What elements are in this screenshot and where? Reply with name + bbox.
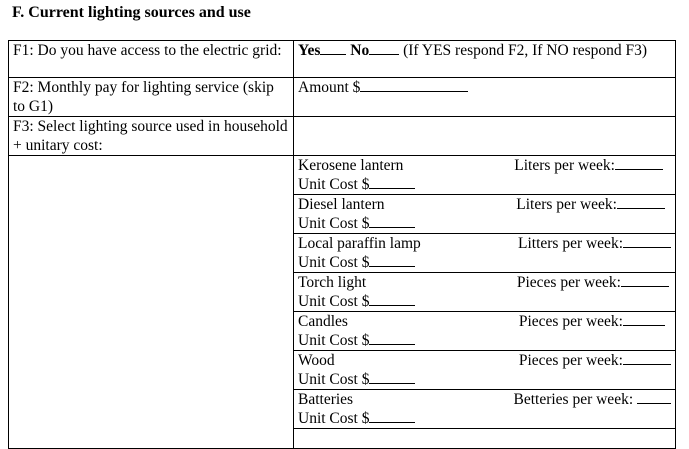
source-measure: Pieces per week: (518, 352, 623, 369)
measure-blank[interactable] (623, 234, 671, 248)
measure-blank[interactable] (637, 390, 671, 404)
source-option[interactable] (294, 273, 676, 312)
source-option[interactable] (294, 312, 676, 351)
source-name: Local paraffin lamp (298, 235, 421, 252)
f3-question: F3: Select lighting source used in household + unitary cost: (9, 117, 294, 156)
amount-label: Amount $ (298, 79, 361, 96)
source-option[interactable] (294, 234, 676, 273)
source-option[interactable] (294, 156, 676, 195)
f2-question: F2: Monthly pay for lighting service (skip to G1) (9, 78, 294, 117)
measure-blank[interactable] (623, 351, 671, 365)
source-measure: Pieces per week: (518, 313, 623, 330)
source-measure: Pieces per week: (516, 274, 621, 291)
no-option[interactable]: No (350, 42, 370, 59)
amount-blank[interactable] (360, 78, 468, 92)
no-blank[interactable] (369, 41, 399, 55)
source-option[interactable] (294, 351, 676, 390)
source-name: Wood (298, 352, 335, 369)
section-title: F. Current lighting sources and use (12, 4, 251, 21)
unit-cost-blank[interactable] (369, 292, 415, 306)
row-f1 (9, 41, 676, 78)
source-measure: Betteries per week: (513, 391, 637, 408)
unit-cost-label: Unit Cost $ (298, 371, 370, 388)
f1-question: F1: Do you have access to the electric grid: (9, 41, 294, 78)
source-measure: Liters per week: (516, 196, 617, 213)
unit-cost-blank[interactable] (369, 214, 415, 228)
measure-blank[interactable] (621, 273, 669, 287)
unit-cost-blank[interactable] (369, 175, 415, 189)
next-source-option[interactable] (294, 429, 676, 449)
f2-answer (294, 78, 676, 117)
row-source-0 (9, 156, 676, 195)
yes-option[interactable]: Yes (298, 42, 321, 59)
unit-cost-label: Unit Cost $ (298, 293, 370, 310)
f1-answer (294, 41, 676, 78)
unit-cost-label: Unit Cost $ (298, 332, 370, 349)
measure-blank[interactable] (623, 312, 665, 326)
source-option[interactable] (294, 390, 676, 429)
source-option[interactable] (294, 195, 676, 234)
unit-cost-blank[interactable] (369, 409, 415, 423)
unit-cost-blank[interactable] (369, 331, 415, 345)
questionnaire-table (8, 40, 676, 449)
measure-blank[interactable] (615, 156, 663, 170)
unit-cost-label: Unit Cost $ (298, 410, 370, 427)
f3-left-empty (9, 156, 294, 449)
row-f2 (9, 78, 676, 117)
source-name: Batteries (298, 391, 354, 408)
unit-cost-label: Unit Cost $ (298, 254, 370, 271)
f1-instruction: (If YES respond F2, If NO respond F3) (403, 42, 648, 59)
source-measure: Liters per week: (514, 157, 615, 174)
source-name: Diesel lantern (298, 196, 385, 213)
source-name: Torch light (298, 274, 367, 291)
unit-cost-label: Unit Cost $ (298, 215, 370, 232)
source-measure: Litters per week: (517, 235, 623, 252)
unit-cost-label: Unit Cost $ (298, 176, 370, 193)
measure-blank[interactable] (617, 195, 665, 209)
f3-header-empty (294, 117, 676, 156)
source-name: Kerosene lantern (298, 157, 404, 174)
unit-cost-blank[interactable] (369, 370, 415, 384)
row-f3 (9, 117, 676, 156)
source-name: Candles (298, 313, 348, 330)
yes-blank[interactable] (320, 41, 346, 55)
unit-cost-blank[interactable] (369, 253, 415, 267)
